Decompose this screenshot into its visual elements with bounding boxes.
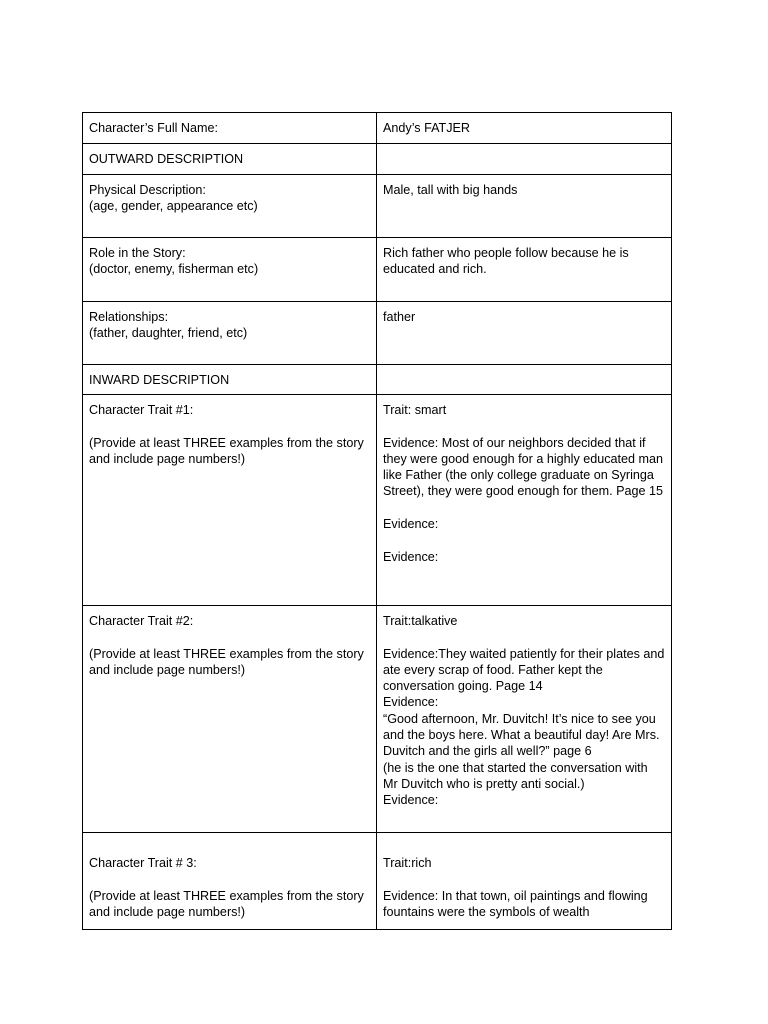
relationships-hint: (father, daughter, friend, etc): [89, 326, 248, 341]
relationships-label: Relationships:: [89, 310, 169, 324]
label-cell: [83, 175, 377, 238]
physical-description-hint: (age, gender, appearance etc): [89, 199, 258, 214]
trait-1-evidence-3: Evidence:: [383, 549, 439, 564]
label-cell: [83, 833, 377, 930]
trait-3-trait: Trait:rich: [383, 856, 432, 870]
table-row-full-name: [83, 113, 672, 144]
trait-2-trait: Trait:talkative: [383, 614, 458, 628]
empty-cell: [377, 144, 672, 175]
value-cell: [377, 238, 672, 302]
label-cell: [83, 113, 377, 144]
relationships-value: father: [383, 310, 416, 324]
trait-2-evidence-1: Evidence:They waited patiently for their plates and ate every scrap of food. Father kept the conversation going. Page 14: [383, 646, 668, 694]
label-cell: [83, 395, 377, 606]
trait-3-evidence-1: Evidence: In that town, oil paintings and flowing fountains were the symbols of wealth: [383, 888, 652, 919]
trait-2-label: Character Trait #2:: [89, 614, 194, 628]
section-heading-cell: [83, 144, 377, 175]
table-row-trait-3: [83, 833, 672, 930]
value-cell: [377, 395, 672, 606]
value-cell: [377, 833, 672, 930]
table-row-trait-1: [83, 395, 672, 606]
table-row-physical-description: [83, 175, 672, 238]
trait-2-evidence-2-quote: “Good afternoon, Mr. Duvitch! It’s nice to see you and the boys here. What a beautiful day! Are Mrs. Duvitch and the girls all well?” page 6: [383, 711, 664, 759]
value-cell: [377, 302, 672, 365]
trait-1-evidence-1: Evidence: Most of our neighbors decided that if they were good enough for a highly educated man like Father (the only college graduate on Syringa Street), they were good enough for them. Page 15: [383, 435, 667, 499]
value-cell: [377, 606, 672, 833]
table-row-inward-description: [83, 365, 672, 395]
character-analysis-table: [82, 112, 672, 930]
label-cell: [83, 302, 377, 365]
table-row-role: [83, 238, 672, 302]
label-cell: [83, 238, 377, 302]
trait-2-evidence-2-note: (he is the one that started the conversation with Mr Duvitch who is pretty anti social.): [383, 760, 652, 791]
empty-cell: [377, 365, 672, 395]
trait-1-trait: Trait: smart: [383, 403, 447, 417]
physical-description-label: Physical Description:: [89, 183, 206, 197]
role-hint: (doctor, enemy, fisherman etc): [89, 262, 259, 277]
table-row-relationships: [83, 302, 672, 365]
trait-1-label: Character Trait #1:: [89, 403, 194, 417]
table-row-outward-description: [83, 144, 672, 175]
full-name-value: Andy’s FATJER: [383, 121, 471, 135]
trait-1-instructions: (Provide at least THREE examples from the story and include page numbers!): [89, 435, 368, 466]
role-value: Rich father who people follow because he is educated and rich.: [383, 246, 633, 277]
trait-2-evidence-3: Evidence:: [383, 793, 439, 808]
trait-3-label: Character Trait # 3:: [89, 856, 197, 870]
inward-description-heading: INWARD DESCRIPTION: [89, 373, 230, 387]
value-cell: [377, 113, 672, 144]
section-heading-cell: [83, 365, 377, 395]
label-cell: [83, 606, 377, 833]
role-label: Role in the Story:: [89, 246, 186, 260]
trait-3-instructions: (Provide at least THREE examples from the story and include page numbers!): [89, 888, 368, 919]
trait-1-evidence-2: Evidence:: [383, 517, 439, 532]
trait-2-evidence-2-label: Evidence:: [383, 695, 439, 710]
table-row-trait-2: [83, 606, 672, 833]
full-name-label: Character’s Full Name:: [89, 121, 219, 135]
physical-description-value: Male, tall with big hands: [383, 183, 518, 197]
value-cell: [377, 175, 672, 238]
trait-2-instructions: (Provide at least THREE examples from the story and include page numbers!): [89, 646, 368, 677]
outward-description-heading: OUTWARD DESCRIPTION: [89, 152, 244, 166]
